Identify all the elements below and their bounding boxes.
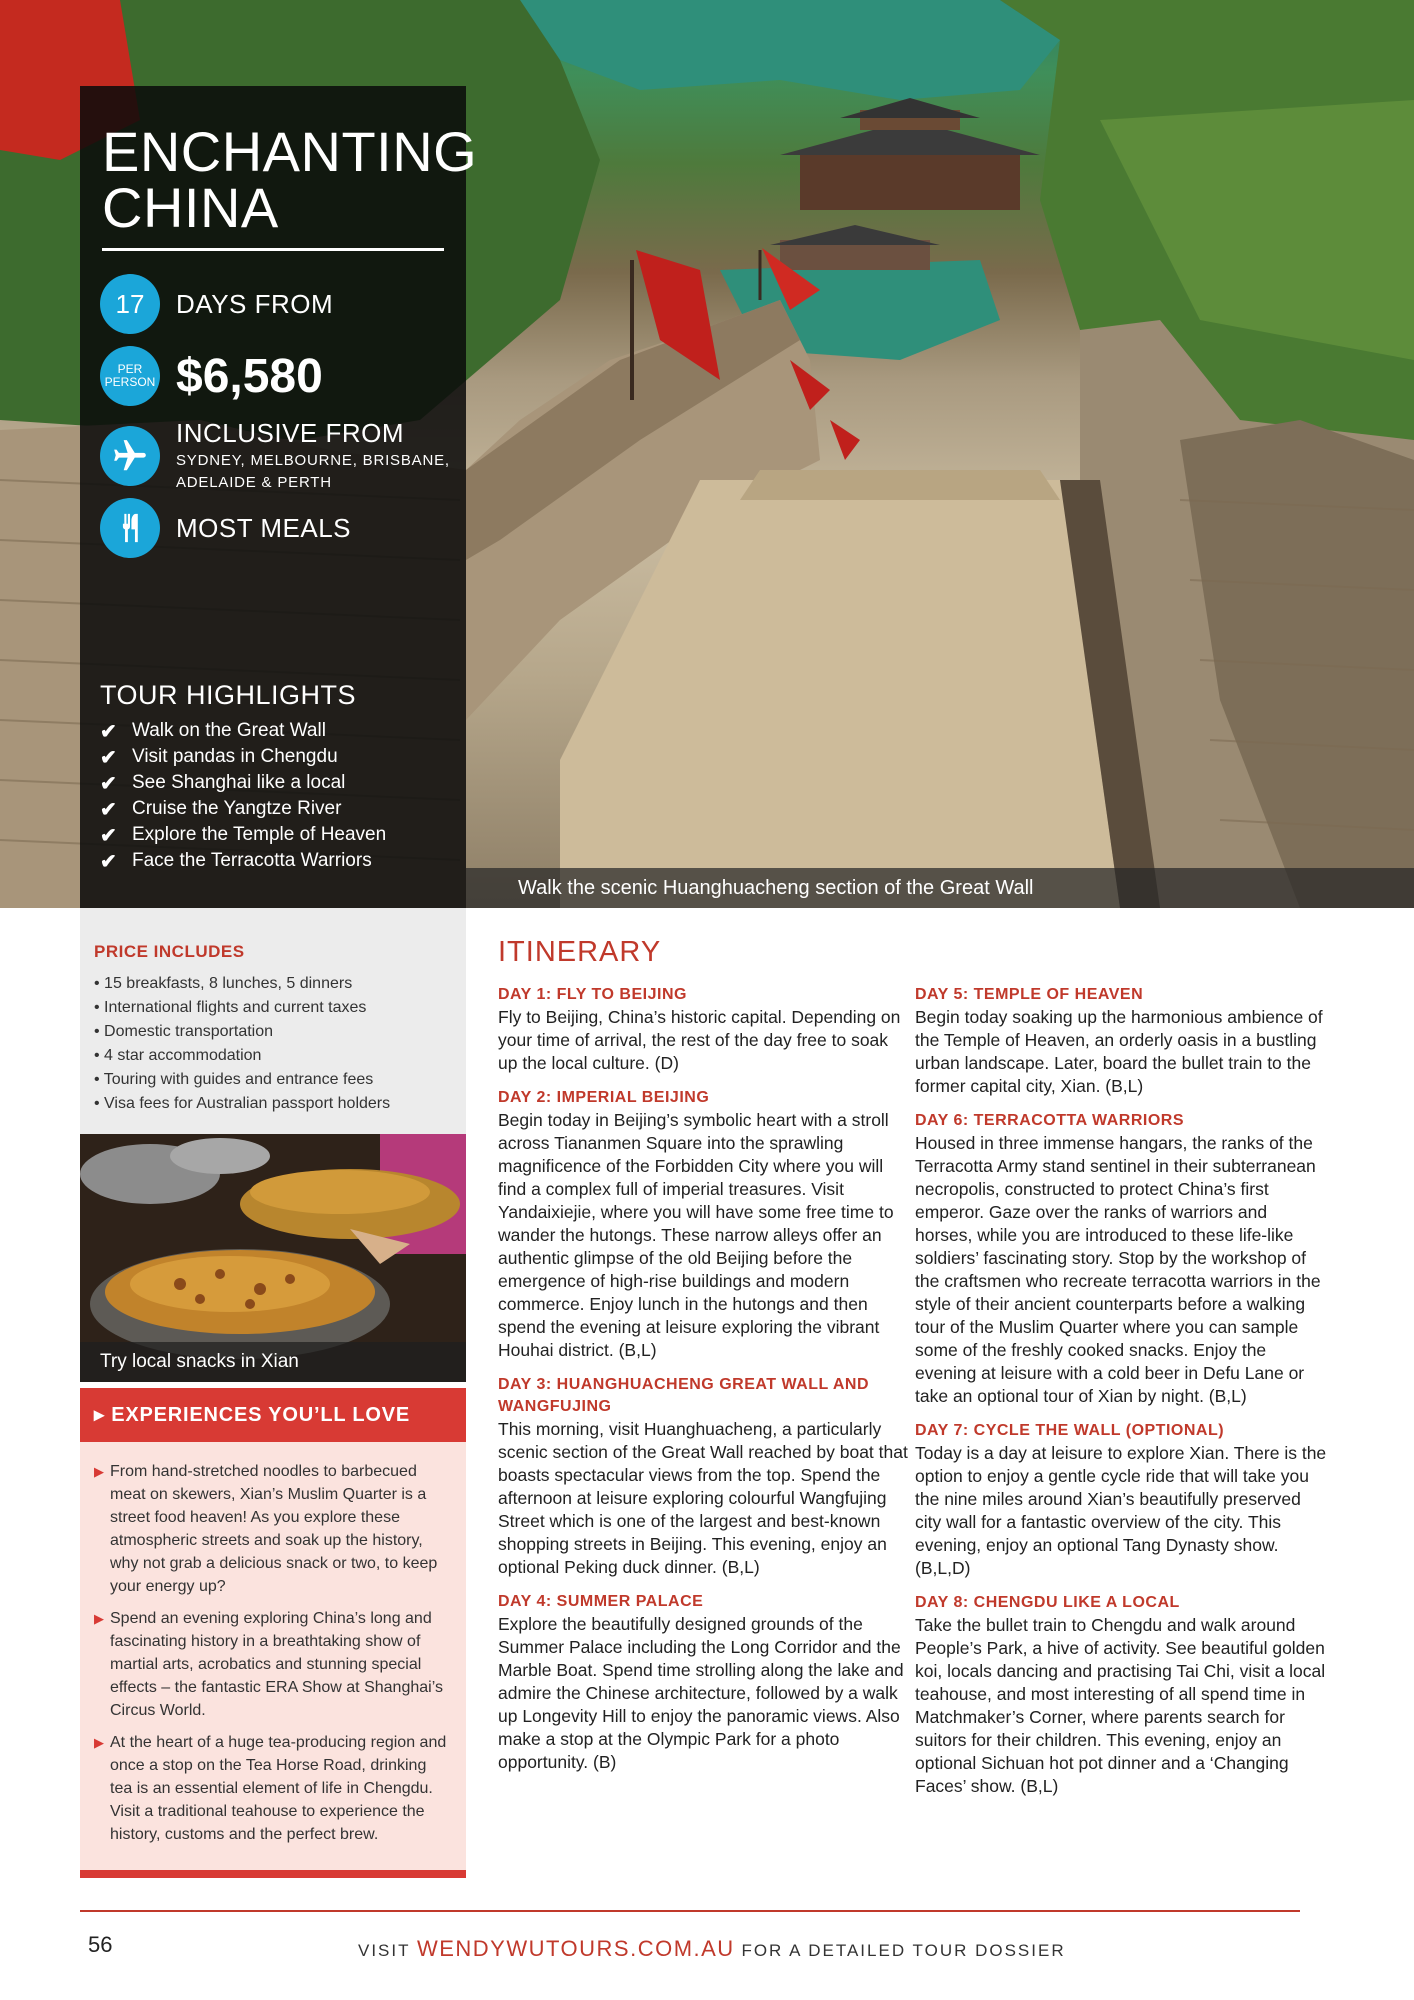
list-item: • 4 star accommodation bbox=[94, 1047, 262, 1064]
highlights-title: TOUR HIGHLIGHTS bbox=[100, 680, 357, 710]
inclusive-row bbox=[100, 418, 450, 493]
experience-item: ▶ Spend an evening exploring China’s long and fascinating history in a breathtaking show of martial arts, acrobatics and stunning special effects – the fantastic ERA Show at Shanghai’s Circus World. bbox=[94, 1607, 450, 1722]
food-caption: Try local snacks in Xian bbox=[80, 1342, 466, 1382]
footer-suffix: FOR A DETAILED TOUR DOSSIER bbox=[741, 1941, 1066, 1960]
food-photo bbox=[80, 1134, 466, 1382]
days-badge: 17 bbox=[100, 274, 160, 334]
experience-item: ▶ From hand-stretched noodles to barbecued meat on skewers, Xian’s Muslim Quarter is a street food heaven! As you explore these atmospheric streets and soak up the history, why not grab a delicious snack or two, to keep your energy up? bbox=[94, 1460, 450, 1598]
day-heading: DAY 7: CYCLE THE WALL (OPTIONAL) bbox=[915, 1422, 1225, 1439]
experiences-body bbox=[80, 1442, 466, 1870]
day-text: This morning, visit Huanghuacheng, a particularly scenic section of the Great Wall reached by boat that boasts spectacular views from the top. Spend the afternoon at leisure exploring colourful Wangfujing Street which is one of the largest and best-known shopping streets in Beijing. This evening, enjoy an optional Peking duck dinner. (B,L) bbox=[498, 1419, 908, 1577]
triangle-bullet-icon: ▶ bbox=[94, 1464, 104, 1479]
inclusive-label: INCLUSIVE FROM bbox=[176, 418, 405, 448]
day-text: Explore the beautifully designed grounds of the Summer Palace including the Long Corridor and the Marble Boat. Spend time strolling along the lake and admire the Chinese architecture, followed by a walk up Longevity Hill to enjoy the panoramic views. Also make a stop at the Olympic Park for a photo opportunity. (B) bbox=[498, 1614, 904, 1772]
list-item: • Touring with guides and entrance fees bbox=[94, 1071, 374, 1088]
day-heading: DAY 3: HUANGHUACHENG GREAT WALL AND WANGFUJING bbox=[498, 1376, 869, 1415]
highlight-item: ✔ Walk on the Great Wall bbox=[100, 720, 326, 743]
footer-visit-label: VISIT bbox=[358, 1941, 411, 1960]
list-item: • International flights and current taxes bbox=[94, 999, 367, 1016]
checkmark-icon: ✔ bbox=[100, 850, 117, 873]
website-link[interactable]: WENDYWUTOURS.COM.AU bbox=[416, 1936, 735, 1961]
footer-cta bbox=[358, 1936, 1066, 1962]
highlight-item: ✔ Explore the Temple of Heaven bbox=[100, 824, 387, 847]
day-heading: DAY 2: IMPERIAL BEIJING bbox=[498, 1089, 710, 1106]
meals-label: MOST MEALS bbox=[176, 512, 352, 543]
checkmark-icon: ✔ bbox=[100, 798, 117, 821]
checkmark-icon: ✔ bbox=[100, 824, 117, 847]
checkmark-icon: ✔ bbox=[100, 720, 117, 743]
day-text: Take the bullet train to Chengdu and walk around People’s Park, a hive of activity. See beautiful golden koi, locals dancing and practising Tai Chi, visit a local teahouse, and most interesting of all spend time in Matchmaker’s Corner, where parents search for suitors for their children. This evening, enjoy an optional Sichuan hot pot dinner and a ‘Changing Faces’ show. (B,L) bbox=[915, 1615, 1326, 1796]
price-includes-list bbox=[94, 972, 466, 1116]
day-text: Begin today soaking up the harmonious ambience of the Temple of Heaven, an orderly oasis in a bustling urban landscape. Later, board the bullet train to the former capital city, Xian. (B,L) bbox=[915, 1007, 1323, 1096]
footer-divider bbox=[80, 1910, 1300, 1912]
day-heading: DAY 5: TEMPLE OF HEAVEN bbox=[915, 986, 1144, 1003]
title-divider bbox=[102, 248, 444, 251]
itinerary-day bbox=[498, 984, 910, 1075]
day-text: Today is a day at leisure to explore Xian. There is the option to enjoy a gentle cycle ride that will take you the nine miles around Xian’s beautifully preserved city wall for a fantastic overview of the city. This evening, enjoy an optional Tang Dynasty show. (B,L,D) bbox=[915, 1443, 1327, 1578]
list-item: • Visa fees for Australian passport holders bbox=[94, 1095, 391, 1112]
highlights-list bbox=[100, 718, 386, 874]
itinerary-day bbox=[498, 1591, 910, 1774]
tour-summary-panel bbox=[80, 86, 478, 908]
itinerary-day bbox=[498, 1374, 910, 1579]
itinerary-column-right bbox=[915, 984, 1327, 1810]
itinerary-day bbox=[498, 1087, 910, 1362]
experiences-bottom-bar bbox=[80, 1870, 466, 1878]
highlight-item: ✔ See Shanghai like a local bbox=[100, 772, 346, 795]
list-item: • Domestic transportation bbox=[94, 1023, 274, 1040]
departure-cities-line2: ADELAIDE & PERTH bbox=[176, 474, 332, 491]
checkmark-icon: ✔ bbox=[100, 772, 117, 795]
price-row bbox=[100, 346, 323, 406]
days-label: DAYS FROM bbox=[176, 288, 334, 319]
meals-row bbox=[100, 498, 351, 558]
list-item: • 15 breakfasts, 8 lunches, 5 dinners bbox=[94, 975, 353, 992]
hero-caption: Walk the scenic Huanghuacheng section of the Great Wall bbox=[466, 868, 1414, 908]
itinerary-day bbox=[915, 984, 1327, 1098]
day-heading: DAY 8: CHENGDU LIKE A LOCAL bbox=[915, 1594, 1180, 1611]
day-heading: DAY 6: TERRACOTTA WARRIORS bbox=[915, 1112, 1185, 1129]
experiences-header: ▸ EXPERIENCES YOU’LL LOVE bbox=[80, 1388, 466, 1442]
itinerary-column-left bbox=[498, 984, 910, 1786]
highlight-item: ✔ Visit pandas in Chengdu bbox=[100, 746, 338, 769]
checkmark-icon: ✔ bbox=[100, 746, 117, 769]
triangle-bullet-icon: ▶ bbox=[94, 1611, 104, 1626]
highlight-item: ✔ Cruise the Yangtze River bbox=[100, 798, 342, 821]
tour-price: $6,580 bbox=[176, 349, 323, 403]
highlight-item: ✔ Face the Terracotta Warriors bbox=[100, 850, 372, 873]
per-person-badge: PER PERSON bbox=[100, 346, 160, 406]
triangle-right-icon: ▸ bbox=[94, 1404, 112, 1426]
day-text: Begin today in Beijing’s symbolic heart with a stroll across Tiananmen Square into the sprawling magnificence of the Forbidden City where you will find a complex full of imperial treasures. Visit Yandaixiejie, where you will have some free time to wander the hutongs. These narrow alleys offer an authentic glimpse of the old Beijing before the emergence of high-rise buildings and modern commerce. Enjoy lunch in the hutongs and then spend the evening at leisure exploring the vibrant Houhai district. (B,L) bbox=[498, 1110, 894, 1360]
cutlery-icon bbox=[100, 498, 160, 558]
itinerary-day bbox=[915, 1110, 1327, 1408]
tour-title: ENCHANTING CHINA bbox=[102, 120, 478, 239]
day-heading: DAY 4: SUMMER PALACE bbox=[498, 1593, 704, 1610]
day-text: Housed in three immense hangars, the ranks of the Terracotta Army stand sentinel in their subterranean necropolis, constructed to protect China’s first emperor. Gaze over the ranks of warriors and horses, while you are introduced to these life-like soldiers’ fascinating story. Stop by the workshop of the craftsmen who recreate terracotta warriors in the style of their ancient counterparts before a walking tour of the Muslim Quarter where you can sample some of the freshly cooked snacks. Enjoy the evening at leisure with a cold beer in Defu Lane or take an optional tour of Xian by night. (B,L) bbox=[915, 1133, 1321, 1406]
itinerary-day bbox=[915, 1592, 1327, 1798]
price-includes-box bbox=[80, 908, 466, 1134]
departure-cities-line1: SYDNEY, MELBOURNE, BRISBANE, bbox=[176, 452, 450, 469]
itinerary-day bbox=[915, 1420, 1327, 1580]
price-includes-title: PRICE INCLUDES bbox=[94, 942, 245, 961]
day-heading: DAY 1: FLY TO BEIJING bbox=[498, 986, 687, 1003]
triangle-bullet-icon: ▶ bbox=[94, 1735, 104, 1750]
experience-item: ▶ At the heart of a huge tea-producing region and once a stop on the Tea Horse Road, drinking tea is an essential element of life in Chengdu. Visit a traditional teahouse to experience the history, customs and the perfect brew. bbox=[94, 1731, 450, 1846]
airplane-icon bbox=[100, 426, 160, 486]
page-number: 56 bbox=[88, 1932, 113, 1957]
itinerary-title: ITINERARY bbox=[498, 936, 662, 968]
day-text: Fly to Beijing, China’s historic capital. Depending on your time of arrival, the rest of the day free to soak up the local culture. (D) bbox=[498, 1007, 901, 1073]
days-row bbox=[100, 274, 333, 334]
